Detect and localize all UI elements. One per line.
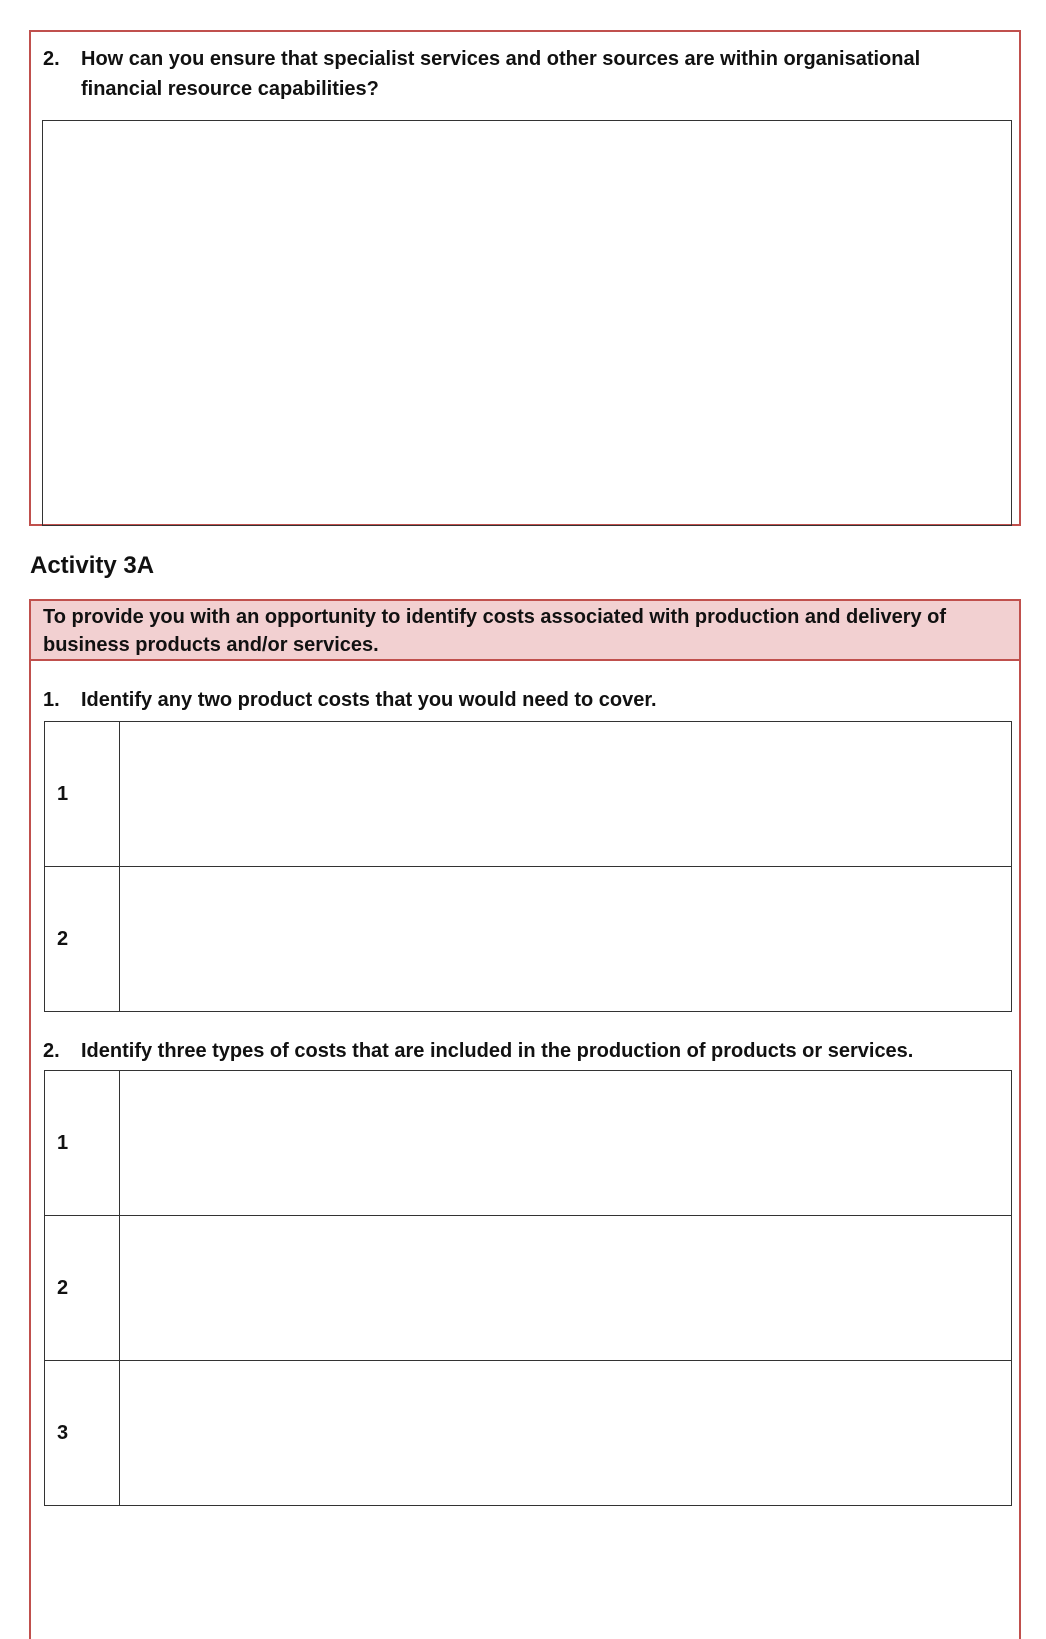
answer-row-number: 1 <box>45 1071 120 1215</box>
question-2-line2 <box>31 74 1011 104</box>
activity-banner-line1: To provide you with an opportunity to identify costs associated with production and delivery of <box>43 606 947 628</box>
answer-row-number: 3 <box>45 1361 120 1505</box>
activity-question-1-number: 1. <box>43 689 60 711</box>
question-2-text-line1: How can you ensure that specialist services and other sources are within organisational <box>81 48 921 70</box>
answer-cell[interactable] <box>120 722 1011 866</box>
activity-question-1 <box>31 685 1011 715</box>
activity-question-1-grid <box>44 721 1012 1012</box>
answer-cell[interactable] <box>120 1071 1011 1215</box>
activity-question-2 <box>31 1036 1011 1066</box>
answer-cell[interactable] <box>120 1361 1011 1505</box>
answer-row <box>45 1071 1011 1216</box>
answer-row-number: 2 <box>45 1216 120 1360</box>
answer-row <box>45 867 1011 1012</box>
activity-title: Activity 3A <box>30 552 155 579</box>
answer-row-number: 1 <box>45 722 120 866</box>
activity-container <box>29 599 1021 1639</box>
question-2-text-line2: financial resource capabilities? <box>81 78 379 100</box>
answer-row <box>45 722 1011 867</box>
question-2-line1 <box>31 44 1011 74</box>
activity-question-2-text: Identify three types of costs that are included in the production of products or services. <box>81 1040 914 1062</box>
answer-row-number: 2 <box>45 867 120 1011</box>
answer-cell[interactable] <box>120 1216 1011 1360</box>
question-2-container <box>29 30 1021 526</box>
activity-question-2-grid <box>44 1070 1012 1506</box>
question-2-answer-box[interactable] <box>42 120 1012 526</box>
activity-banner <box>31 601 1019 661</box>
activity-question-1-text: Identify any two product costs that you would need to cover. <box>81 689 657 711</box>
answer-row <box>45 1361 1011 1506</box>
answer-cell[interactable] <box>120 867 1011 1011</box>
answer-row <box>45 1216 1011 1361</box>
activity-question-2-number: 2. <box>43 1040 60 1062</box>
activity-banner-line2: business products and/or services. <box>43 634 379 656</box>
question-2-number: 2. <box>43 48 60 70</box>
